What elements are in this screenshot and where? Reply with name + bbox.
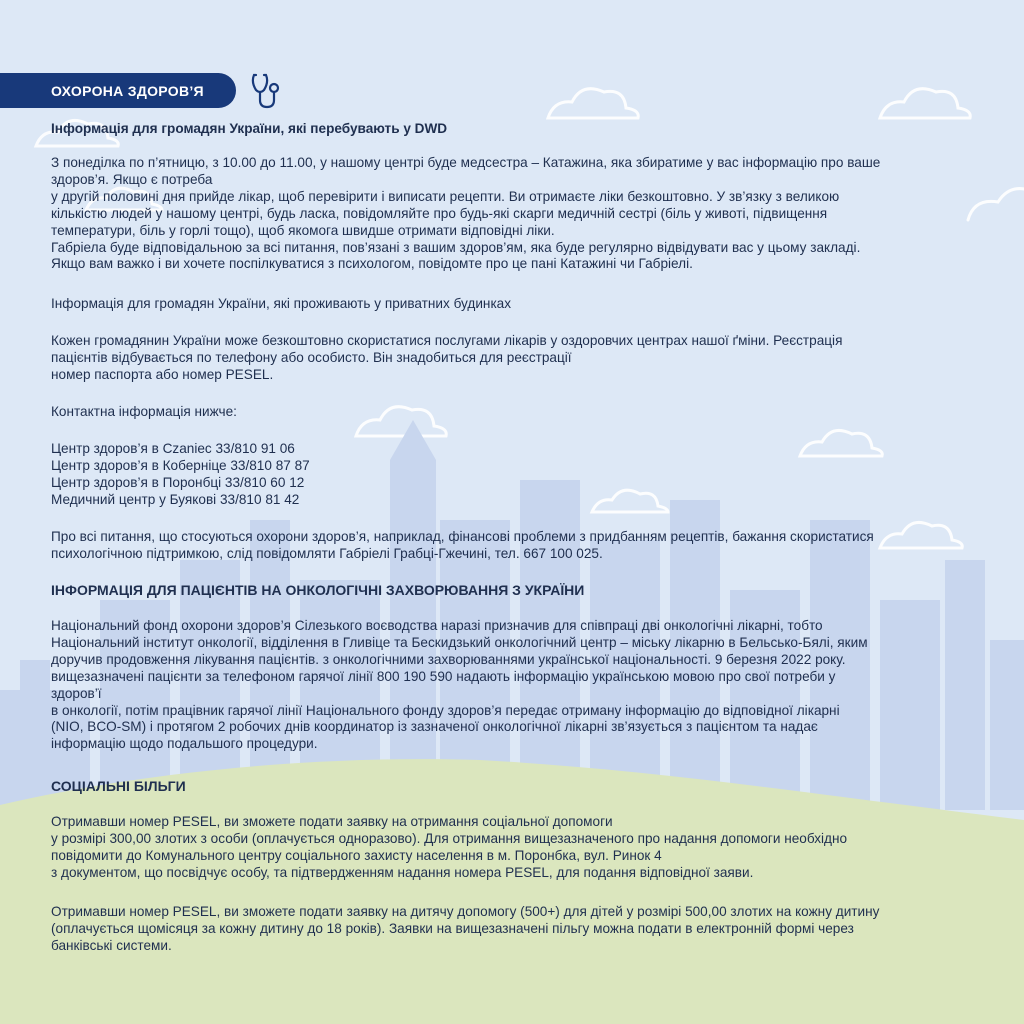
dwd-line: Якщо вам важко і ви хочете поспілкуватися з психологом, повідомте про це пані Катажині чи Габріелі. (51, 256, 693, 272)
dwd-line: температури, біль у горлі тощо), щоб якомога швидше отримати відповідні ліки. (51, 222, 555, 238)
oncology-line: Національний інститут онкології, відділення в Гливіце та Бескидзький онкологічний центр – міську лікарню в Бельсько-Бялі, яким (51, 634, 868, 650)
dwd-line: З понеділка по п’ятницю, з 10.00 до 11.00, у нашому центрі буде медсестра – Катажина, яка збиратиме у вас інформацію про ваше (51, 155, 881, 170)
oncology-line: Національний фонд охорони здоров’я Сілезького воєводства наразі призначив для співпраці дві онкологічні лікарні, тобто (51, 618, 823, 633)
section-private-title-block (51, 296, 981, 313)
social-line: повідомити до Комунального центру соціального захисту населення в м. Поронбка, вул. Ринок 4 (51, 847, 662, 863)
oncology-line: в онкології, потім працівник гарячої лінії Національного фонду здоров’я передає отриману інформацію до відповідної лікарні (51, 702, 840, 718)
oncology-line: інформацію щодо подальшого процедури. (51, 736, 318, 752)
note-line: Про всі питання, що стосуються охорони здоров’я, наприклад, фінансові проблеми з придбанням рецептів, бажання скористатися (51, 529, 874, 544)
section-social-title: СОЦІАЛЬНІ БІЛЬГИ (51, 778, 186, 794)
social-line: Отримавши номер PESEL, ви зможете подати заявку на отримання соціальної допомоги (51, 814, 613, 829)
dwd-line: Габріела буде відповідальною за всі питання, пов’язані з вашим здоров’ям, яка буде регулярно відвідувати вас у цьому закладі. (51, 239, 861, 255)
section-oncology-body (51, 618, 981, 753)
banner-label: ОХОРОНА ЗДОРОВ’Я (51, 82, 204, 99)
section-social-title-block (51, 778, 981, 795)
dwd-line: здоров’я. Якщо є потреба (51, 171, 213, 187)
contact-intro-block (51, 404, 981, 421)
private-line: Кожен громадянин України може безкоштовно скористатися послугами лікарів у оздоровчих центрах нашої ґміни. Реєстрація (51, 333, 843, 348)
section-banner (0, 73, 236, 108)
dwd-line: у другій половині дня прийде лікар, щоб перевірити і виписати рецепти. Ви отримаєте ліки безкоштовно. У зв’язку з великою (51, 188, 840, 204)
private-line: пацієнтів відбувається по телефону або особисто. Він знадобиться для реєстрації (51, 349, 572, 365)
social-line: банківські системи. (51, 937, 172, 953)
oncology-line: доручив продовження лікування пацієнтів. з онкологічними захворюваннями української національності. 9 березня 2022 року. (51, 651, 846, 667)
contact-list (51, 441, 981, 509)
stethoscope-icon (250, 72, 282, 110)
section-social-para2 (51, 904, 981, 955)
contact-item: Центр здоров’я в Czaniec 33/810 91 06 (51, 441, 295, 456)
section-private-title: Інформація для громадян України, які проживають у приватних будинках (51, 296, 512, 311)
social-line: (оплачується щомісяця за кожну дитину до 18 років). Заявки на вищезазначені пільгу можна подати в електронній формі через (51, 920, 854, 936)
oncology-line: (NIO, BCO-SM) і протягом 2 робочих днів координатор із зазначеної онкологічної лікарні зв’язується з пацієнтом та надає (51, 719, 818, 735)
section-dwd-title-block (51, 121, 981, 138)
social-line: у розмірі 300,00 злотих з особи (оплачується одноразово). Для отримання вищезазначеного про надання допомоги необхідно (51, 830, 848, 846)
section-private-body (51, 333, 981, 384)
section-social-para1 (51, 814, 981, 882)
contact-item: Центр здоров’я в Коберніце 33/810 87 87 (51, 457, 310, 473)
section-oncology-title-block (51, 582, 981, 599)
contact-item: Центр здоров’я в Поронбці 33/810 60 12 (51, 474, 305, 490)
dwd-line: кількістю людей у нашому центрі, будь ласка, повідомляйте про будь-які скарги медичній сестрі (біль у животі, підвищення (51, 205, 828, 221)
oncology-line: вищезазначені пацієнти за телефоном гарячої лінії 800 190 590 надають інформацію українською мовою про свої потреби у (51, 668, 836, 684)
note-line: психологічною підтримкою, слід повідомляти Габріелі Грабці-Гжечині, тел. 667 100 025. (51, 545, 603, 561)
private-note (51, 529, 981, 563)
section-dwd-body (51, 155, 981, 273)
oncology-line: здоров’ї (51, 685, 102, 701)
contact-item: Медичний центр у Буякові 33/810 81 42 (51, 491, 300, 507)
social-line: Отримавши номер PESEL, ви зможете подати заявку на дитячу допомогу (500+) для дітей у розмірі 500,00 злотих на кожну дитину (51, 904, 880, 919)
private-line: номер паспорта або номер PESEL. (51, 366, 274, 382)
section-oncology-title: ІНФОРМАЦІЯ ДЛЯ ПАЦІЄНТІВ НА ОНКОЛОГІЧНІ ЗАХВОРЮВАННЯ З УКРАЇНИ (51, 582, 585, 598)
contact-intro: Контактна інформація нижче: (51, 404, 237, 419)
social-line: з документом, що посвідчує особу, та підтвердженням надання номера PESEL, для подання відповідної заяви. (51, 864, 754, 880)
section-dwd-title: Інформація для громадян України, які перебувають у DWD (51, 121, 448, 136)
